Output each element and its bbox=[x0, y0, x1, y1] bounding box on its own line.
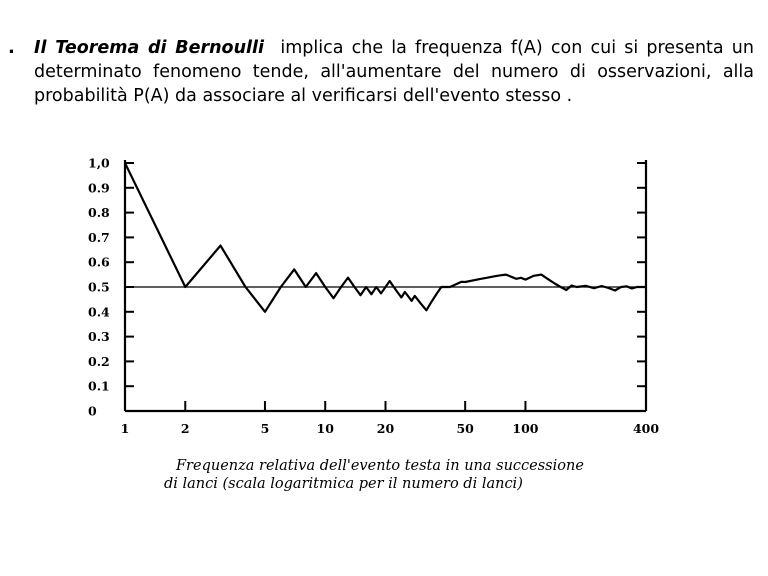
theorem-name: Il Teorema di Bernoulli bbox=[34, 38, 265, 58]
x-tick-label: 20 bbox=[376, 421, 395, 436]
series-line bbox=[125, 163, 646, 312]
x-tick-label: 2 bbox=[180, 421, 190, 436]
x-tick-label: 400 bbox=[632, 421, 660, 436]
x-tick-label: 100 bbox=[512, 421, 539, 436]
x-tick-label: 5 bbox=[260, 421, 270, 436]
y-tick-label: 0.9 bbox=[88, 180, 110, 196]
x-tick-label: 1 bbox=[120, 421, 130, 436]
y-tick-label: 1,0 bbox=[88, 155, 110, 171]
y-tick-label: 0.8 bbox=[88, 205, 110, 221]
y-tick-labels bbox=[88, 156, 110, 419]
y-tick-label: 0.4 bbox=[88, 304, 110, 320]
x-tick-label: 10 bbox=[316, 421, 334, 436]
chart-caption bbox=[164, 457, 684, 493]
caption-line-2: di lanci (scala logaritmica per il numero di lanci) bbox=[164, 476, 523, 492]
y-tick-label: 0.3 bbox=[88, 329, 110, 345]
bullet-marker: . bbox=[8, 37, 15, 58]
y-tick-label: 0.7 bbox=[88, 229, 110, 245]
y-tick-label: 0.2 bbox=[88, 353, 110, 369]
caption-line-1: Frequenza relativa dell'evento testa in una successione bbox=[176, 458, 584, 474]
x-tick-labels bbox=[121, 421, 660, 436]
y-tick-label: 0.1 bbox=[88, 378, 110, 394]
y-tick-label: 0.5 bbox=[88, 279, 110, 295]
theorem-description: implica che la frequenza f(A) con cui si presenta un determinato fenomeno tende, all'aumentare del numero di osservazioni, alla probabilità P(A) da associare al verificarsi dell'evento stesso . bbox=[34, 38, 754, 106]
x-tick-label: 50 bbox=[456, 421, 474, 436]
y-tick-label: 0 bbox=[88, 403, 97, 419]
y-tick-label: 0.6 bbox=[88, 254, 110, 270]
